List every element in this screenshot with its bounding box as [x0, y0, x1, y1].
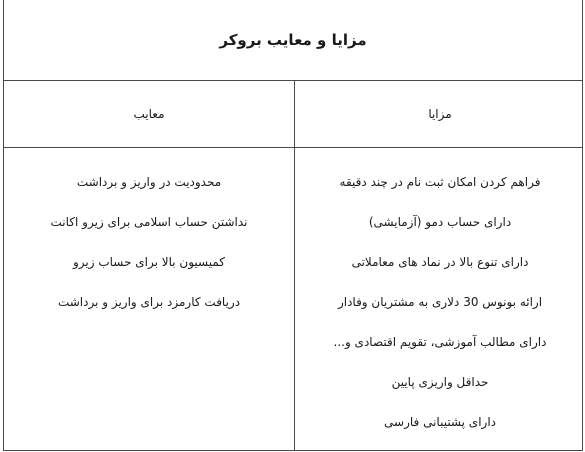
advantage-item: دارای پشتیبانی فارسی: [384, 415, 496, 429]
advantage-item: دارای حساب دمو (آزمایشی): [368, 215, 512, 229]
advantages-list: [295, 148, 585, 442]
advantage-item: ارائه بونوس 30 دلاری به مشتریان وفادار: [337, 295, 543, 309]
disadvantage-item: نداشتن حساب اسلامی برای زیرو اکانت: [50, 215, 248, 229]
advantage-item: حداقل واریزی پایین: [391, 375, 489, 389]
disadvantages-list: [4, 148, 294, 322]
header-disadvantages: معایب: [133, 106, 165, 121]
comparison-table: [3, 0, 583, 451]
table-title-row: [4, 0, 582, 81]
advantage-item: دارای مطالب آموزشی، تقویم اقتصادی و...: [333, 335, 547, 349]
disadvantage-item: محدودیت در واریز و برداشت: [76, 175, 222, 189]
table-title: مزایا و معایب بروکر: [219, 31, 367, 49]
advantage-item: فراهم کردن امکان ثبت نام در چند دقیقه: [339, 175, 541, 189]
table-header-row: [4, 80, 582, 148]
advantage-item: دارای تنوع بالا در نماد های معاملاتی: [351, 255, 529, 269]
header-advantages: مزایا: [428, 106, 452, 121]
disadvantage-item: کمیسیون بالا برای حساب زیرو: [72, 255, 226, 269]
disadvantage-item: دریافت کارمزد برای واریز و برداشت: [57, 295, 241, 309]
